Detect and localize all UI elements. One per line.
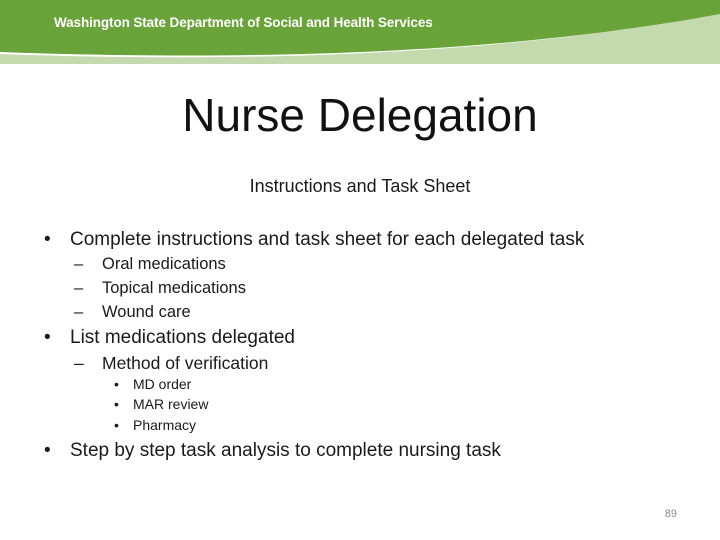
sub-bullet-text: Wound care bbox=[102, 303, 191, 321]
bullet-marker: • bbox=[44, 229, 51, 250]
sub-bullet-item: – Topical medications bbox=[74, 279, 246, 297]
slide-title: Nurse Delegation bbox=[182, 89, 538, 141]
sub-sub-bullet-item bbox=[114, 396, 208, 412]
sub-bullet-text: Topical medications bbox=[102, 279, 246, 297]
sub-bullet-text: Method of verification bbox=[102, 353, 269, 373]
bullet-marker: • bbox=[44, 440, 51, 461]
sub-sub-bullet-text: Pharmacy bbox=[133, 417, 197, 433]
bullet-marker: • bbox=[44, 327, 51, 348]
bullet-item bbox=[44, 440, 501, 462]
sub-sub-bullet-text: MAR review bbox=[133, 396, 209, 412]
sub-bullet-item: – Method of verification bbox=[74, 353, 269, 373]
bullet-text: List medications delegated bbox=[70, 327, 295, 348]
bullet-item bbox=[44, 229, 584, 251]
bullet-marker: • bbox=[114, 376, 119, 392]
sub-bullet-item: – Wound care bbox=[74, 303, 191, 321]
bullet-text: Complete instructions and task sheet for each delegated task bbox=[70, 229, 585, 250]
bullet-item bbox=[44, 327, 295, 349]
bullet-text: Step by step task analysis to complete nursing task bbox=[70, 440, 501, 461]
bullet-marker: • bbox=[114, 417, 119, 433]
sub-bullet-item: – Oral medications bbox=[74, 255, 226, 273]
slide-subtitle: Instructions and Task Sheet bbox=[249, 176, 471, 196]
page-number: 89 bbox=[664, 508, 677, 520]
sub-bullet-text: Oral medications bbox=[102, 255, 226, 273]
organization-name: Washington State Department of Social and Health Services bbox=[54, 15, 433, 30]
sub-sub-bullet-item bbox=[114, 376, 191, 392]
sub-sub-bullet-text: MD order bbox=[133, 376, 192, 392]
bullet-marker: • bbox=[114, 396, 119, 412]
sub-sub-bullet-item bbox=[114, 417, 196, 433]
